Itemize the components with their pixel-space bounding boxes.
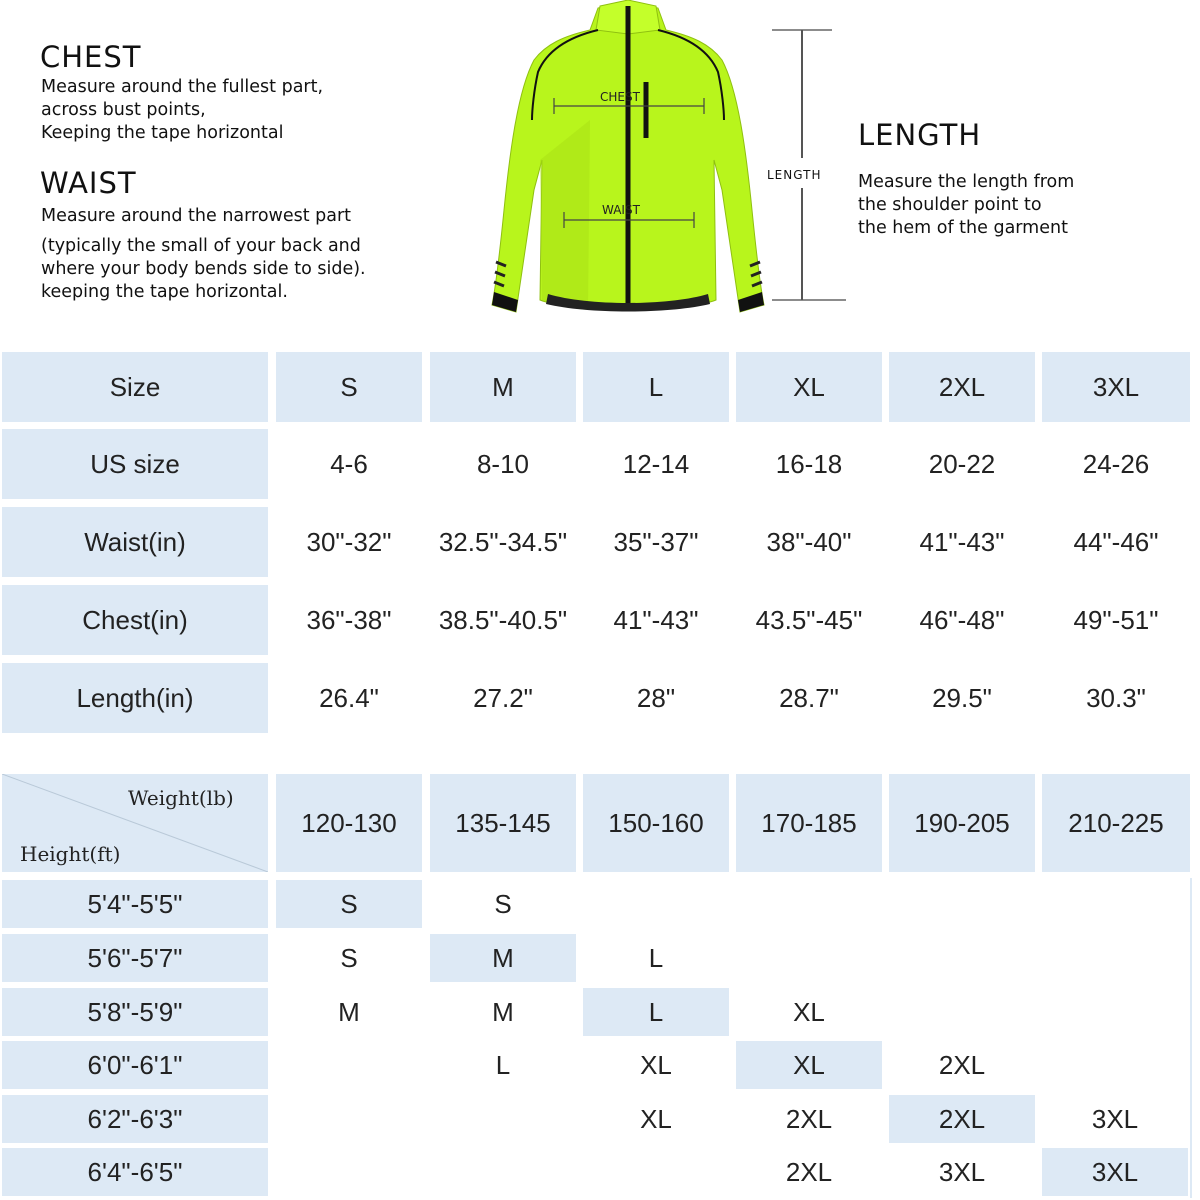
size-table-cell: 30"-32" (306, 526, 392, 557)
fit-table-cell (276, 1095, 422, 1143)
size-table-cell: 24-26 (1082, 448, 1150, 479)
waist-title: WAIST (40, 166, 137, 200)
size-table-cell: 30.3" (1086, 682, 1146, 713)
size-table-cell: 32.5"-34.5" (438, 526, 568, 557)
weight-header: 120-130 (276, 774, 422, 872)
fit-table-cell (1042, 880, 1188, 928)
size-table-cell: 44"-46" (1073, 526, 1159, 557)
fit-table-cell: 3XL (938, 1156, 986, 1187)
fit-table-cell (276, 1041, 422, 1089)
size-table-cell: 41"-43" (613, 604, 699, 635)
fit-table-cell: L (495, 1049, 511, 1080)
size-table-cell: 4-6 (330, 448, 368, 479)
size-table-cell: 20-22 (928, 448, 996, 479)
height-row-label: 5'6"-5'7" (2, 934, 268, 982)
fit-table-cell: 2XL (785, 1156, 833, 1187)
fit-table-cell: 2XL (889, 1095, 1035, 1143)
fit-table-cell (1042, 988, 1188, 1036)
fit-table-cell: M (492, 996, 514, 1027)
weight-header: 210-225 (1042, 774, 1190, 872)
length-marker-label: LENGTH (767, 168, 822, 182)
height-row-label: 6'4"-6'5" (2, 1148, 268, 1196)
size-header-l: L (583, 352, 729, 422)
fit-table-cell (430, 1148, 576, 1196)
size-header-s: S (276, 352, 422, 422)
weight-header: 170-185 (736, 774, 882, 872)
size-table-cell: 38.5"-40.5" (438, 604, 568, 635)
fit-table-cell: S (340, 942, 358, 973)
fit-table-cell: XL (640, 1103, 672, 1134)
jacket-waist-label: WAIST (602, 203, 640, 217)
fit-table-cell: S (276, 880, 422, 928)
size-table-cell: 8-10 (476, 448, 530, 479)
fit-table-cell: L (583, 988, 729, 1036)
height-row-label: 5'4"-5'5" (2, 880, 268, 928)
size-header-2xl: 2XL (889, 352, 1035, 422)
fit-table-cell: XL (736, 1041, 882, 1089)
height-row-label: 5'8"-5'9" (2, 988, 268, 1036)
fit-table-cell: XL (793, 996, 825, 1027)
weight-header: 190-205 (889, 774, 1035, 872)
size-table-cell: 49"-51" (1073, 604, 1159, 635)
fit-table-cell: L (648, 942, 664, 973)
weight-header: 135-145 (430, 774, 576, 872)
fit-table-cell (583, 880, 729, 928)
length-instructions: Measure the length from the shoulder point to the hem of the garment (858, 172, 1075, 238)
jacket-illustration (478, 0, 778, 320)
size-table-cell: 28" (636, 682, 676, 713)
fit-table-cell: 2XL (938, 1049, 986, 1080)
size-row-label: US size (2, 429, 268, 499)
waist-instructions: Measure around the narrowest part (41, 206, 352, 226)
size-table-cell: 35"-37" (613, 526, 699, 557)
fit-table-cell: 2XL (785, 1103, 833, 1134)
fit-table-cell (1042, 934, 1188, 982)
size-table-cell: 16-18 (775, 448, 843, 479)
fit-table-cell: 3XL (1091, 1103, 1139, 1134)
size-header-xl: XL (736, 352, 882, 422)
size-table-cell: 26.4" (319, 682, 379, 713)
fit-table-cell (276, 1148, 422, 1196)
size-table-cell: 36"-38" (306, 604, 392, 635)
height-row-label: 6'0"-6'1" (2, 1041, 268, 1089)
height-axis-label: Height(ft) (20, 842, 121, 866)
size-header-m: M (430, 352, 576, 422)
height-row-label: 6'2"-6'3" (2, 1095, 268, 1143)
fit-table-cell (889, 880, 1035, 928)
jacket-chest-label: CHEST (600, 90, 640, 104)
size-table-cell: 12-14 (622, 448, 690, 479)
chest-instructions: Measure around the fullest part, across bust points, Keeping the tape horizontal (41, 77, 324, 143)
length-marker-line (760, 20, 860, 310)
size-table-cell: 43.5"-45" (755, 604, 863, 635)
fit-table-cell (1042, 1041, 1188, 1089)
size-table-cell: 29.5" (932, 682, 992, 713)
waist-instructions-detail: (typically the small of your back and where your body bends side to side). keeping the tape horizontal. (41, 236, 366, 302)
size-table-cell: 38"-40" (766, 526, 852, 557)
fit-table-cell: XL (640, 1049, 672, 1080)
fit-table-cell (889, 988, 1035, 1036)
fit-table-cell: 3XL (1042, 1148, 1188, 1196)
fit-table-cell (736, 880, 882, 928)
length-title: LENGTH (858, 118, 982, 152)
fit-table-cell (889, 934, 1035, 982)
fit-table-cell: M (430, 934, 576, 982)
fit-table-cell (736, 934, 882, 982)
fit-table-cell: S (494, 888, 512, 919)
size-row-label: Length(in) (2, 663, 268, 733)
size-table-cell: 46"-48" (919, 604, 1005, 635)
fit-table-right-border (1190, 878, 1192, 1198)
size-table-cell: 28.7" (779, 682, 839, 713)
fit-table-cell (583, 1148, 729, 1196)
fit-table-corner-header (2, 774, 268, 872)
size-header-3xl: 3XL (1042, 352, 1190, 422)
size-table-cell: 27.2" (473, 682, 533, 713)
size-table-cell: 41"-43" (919, 526, 1005, 557)
chest-title: CHEST (40, 40, 142, 74)
size-row-label: Chest(in) (2, 585, 268, 655)
size-row-label: Waist(in) (2, 507, 268, 577)
weight-header: 150-160 (583, 774, 729, 872)
size-header-label: Size (2, 352, 268, 422)
fit-table-cell: M (338, 996, 360, 1027)
fit-table-cell (430, 1095, 576, 1143)
weight-axis-label: Weight(lb) (128, 786, 234, 810)
